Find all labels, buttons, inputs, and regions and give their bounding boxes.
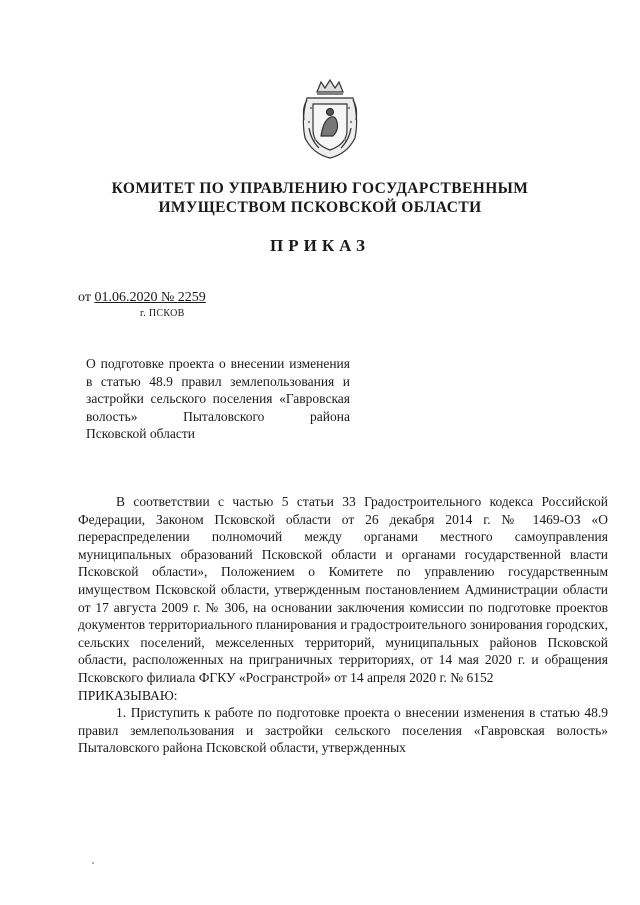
subject-line: О подготовке проекта о внесении (86, 356, 285, 371)
subject-line: волость» Пыталовского района (86, 408, 350, 424)
order-body (78, 493, 608, 757)
subject-line: землепользования и застройки (86, 373, 350, 406)
number-prefix: № (157, 290, 178, 305)
order-subject (86, 355, 350, 443)
order-item-1: 1. Приступить к работе по подготовке проекта о внесении изменения в статью 48.9 правил землепользования и застройки сельского поселения «Гавровская волость» Пыталовского района Псковской области, утвержденных (78, 705, 608, 756)
date-prefix: от (78, 290, 95, 305)
scan-speck (92, 862, 94, 864)
preamble-paragraph: В соответствии с частью 5 статьи 33 Градостроительного кодекса Российской Федерации, Законом Псковской области от 26 декабря 2014 г. № 1469-ОЗ «О перераспределении полномочий между органами местного самоуправления муниципальных образований Псковской области и органами государственной власти Псковской области», Положением о Комитете по управлению государственным имуществом Псковской области, утвержденным постановлением Администрации области от 17 августа 2009 г. № 306, на основании заключения комиссии по подготовке проектов документов территориального планирования и градостроительного зонирования городских, сельских поселений, межселенных территорий, муниципальных районов Псковской области, расположенных на приграничных территориях, от 14 мая 2020 г. и обращения Псковского филиала ФГКУ «Росгранстрой» от 14 апреля 2020 г. № 6152 (78, 494, 608, 685)
subject-line: изменения в статью 48.9 правил (86, 356, 350, 389)
order-date-number (78, 290, 206, 306)
city-name: г. ПСКОВ (140, 308, 185, 319)
order-number: 2259 (177, 290, 206, 305)
pskov-coat-of-arms-emblem (299, 78, 361, 160)
document-title: ПРИКАЗ (270, 236, 370, 255)
subject-line: Псковской области (86, 426, 196, 441)
order-word: ПРИКАЗЫВАЮ: (78, 687, 178, 703)
organization-name-line1: КОМИТЕТ ПО УПРАВЛЕНИЮ ГОСУДАРСТВЕННЫМ (111, 180, 529, 197)
organization-name-line2: ИМУЩЕСТВОМ ПСКОВСКОЙ ОБЛАСТИ (158, 199, 482, 216)
subject-line: сельского поселения «Гавровская (150, 391, 350, 406)
order-date: 01.06.2020 (94, 290, 158, 305)
